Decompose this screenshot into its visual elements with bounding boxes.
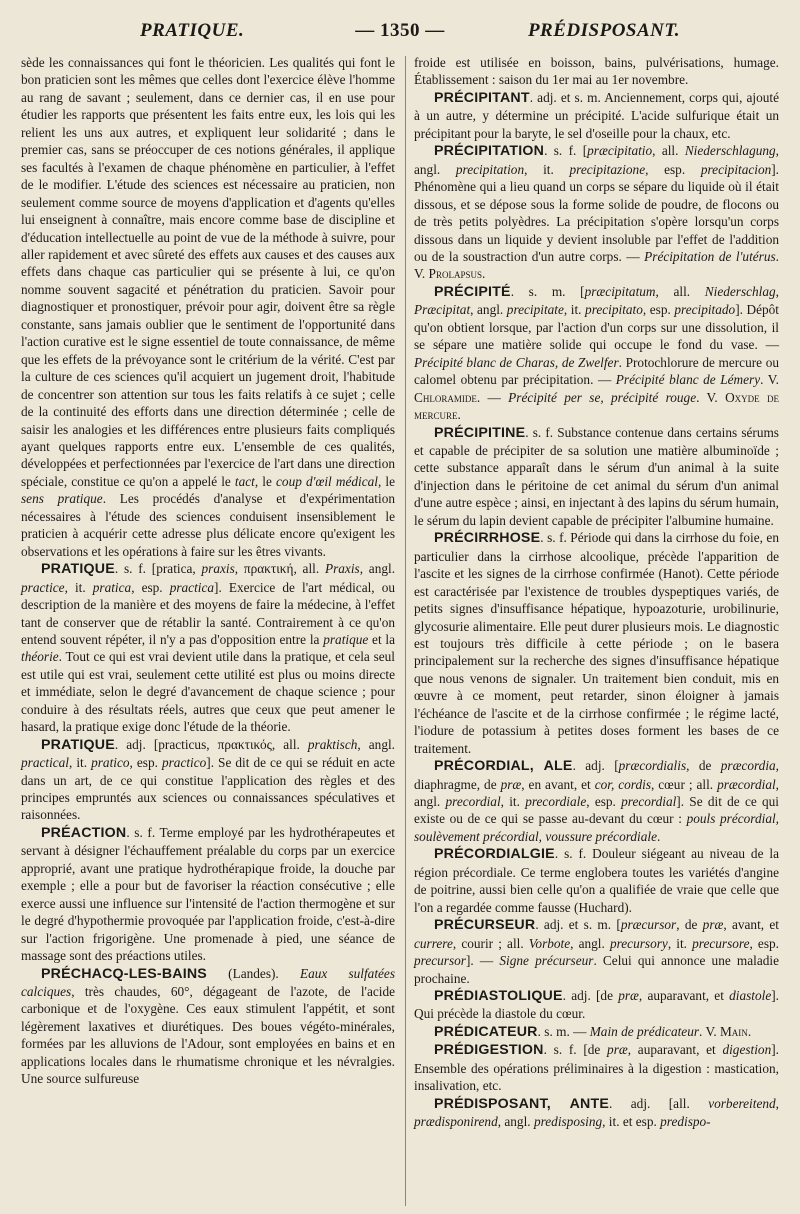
- entry-text: , angl.: [570, 935, 610, 951]
- italic-term: precursory: [609, 935, 668, 951]
- entry-text: , angl.: [470, 302, 507, 318]
- italic-term: precipitazione: [569, 161, 646, 177]
- entry-text: , all.: [652, 143, 685, 159]
- italic-term: currere: [414, 935, 453, 951]
- italic-term: practical: [21, 755, 70, 771]
- entry-text: . s. m. —: [537, 1023, 590, 1039]
- italic-term: practice: [21, 579, 65, 595]
- entry-text: .: [457, 407, 461, 423]
- entry-text: .: [656, 828, 661, 844]
- italic-term: pouls précordial, soulèvement précordial, voussure précordiale: [414, 811, 779, 844]
- italic-term: præcipitatio: [587, 143, 653, 159]
- entry-text: , esp.: [586, 794, 622, 810]
- entry-text: ]. Phénomène qui a lieu quand un corps se sépare du liquide où il était dissous, et se dépose sous la forme solide de poudre, de flocons ou de très petits polyèdres. La précipitation s'opère lorsqu'un corps dissous dans un liquide y devient insoluble par l'effet de l'addition ou de la soustraction d'un autre corps. —: [414, 161, 780, 264]
- italic-term: tact: [234, 473, 255, 489]
- entry-text: , diaphragme, de: [414, 758, 779, 792]
- entry-text: , πρακτική, all.: [234, 561, 325, 577]
- italic-term: practica: [169, 579, 215, 595]
- cross-reference: Prolapsus: [428, 266, 482, 282]
- italic-term: Niederschlagung: [684, 143, 776, 159]
- dictionary-entry: [414, 283, 779, 424]
- entry-text: , it. et esp.: [602, 1114, 661, 1130]
- entry-text: . adj. [all.: [609, 1095, 709, 1111]
- left-column: [21, 54, 395, 1088]
- italic-term: pratique: [323, 631, 369, 647]
- cross-reference: Chloramide: [414, 389, 477, 405]
- dictionary-entry: [414, 916, 779, 987]
- entry-text: (Landes).: [206, 965, 300, 981]
- italic-term: cor, cordis: [594, 776, 651, 792]
- entry-headword: PRÉDISPOSANT, ANTE: [434, 1095, 610, 1112]
- cross-reference: Oxyde de mercure: [414, 389, 779, 423]
- entry-text: . s. f. [pratica,: [114, 561, 202, 577]
- italic-term: Précipité blanc de Charas, de Zwelfer: [414, 354, 619, 370]
- italic-term: Præcipitat: [414, 302, 471, 318]
- entry-text: . Tout ce qui est vrai devient utile dans la pratique, et cela seul est utile qui est vrai, seulement cette utilité est plus ou moins directe et immédiate, selon le degré d'avancement de chaque science ; pour conduire à des résultats réels, autres que ceux que peut amener le hasard, la pratique exige donc l'étude de la théorie.: [21, 649, 395, 735]
- dictionary-entry: [21, 736, 395, 824]
- italic-term: prædisponirend: [414, 1114, 498, 1130]
- entry-headword: PRATIQUE: [41, 736, 115, 753]
- entry-headword: PRÉCORDIAL, ALE: [434, 758, 573, 775]
- dictionary-entry: [414, 1041, 779, 1094]
- dictionary-entry: [21, 54, 395, 560]
- italic-term: precordial: [621, 794, 677, 810]
- entry-text: . s. f. [: [544, 143, 588, 159]
- italic-term: precipitacion: [700, 161, 772, 177]
- dictionary-entry: [414, 54, 779, 89]
- dictionary-entry: [414, 142, 779, 283]
- header-right-word: PRÉDISPOSANT.: [527, 20, 680, 41]
- entry-text: , esp.: [749, 935, 779, 951]
- entry-text: . s. f. Substance contenue dans certains sérums et capable de précipiter de sa solution une matière albuminoïde ; cette substance apparaît dans le sérum d'un animal à la suite d'injection dans le péritoine de cet animal du sérum d'un animal d'une autre espèce ; ainsi, en injectant à des lapins du sérum humain, le sérum du lapin devient capable de précipiter l'albumine humaine.: [414, 424, 779, 528]
- cross-reference: Main: [719, 1023, 748, 1039]
- entry-headword: PRÉACTION: [41, 824, 127, 841]
- entry-text: , courir ; all.: [452, 935, 529, 951]
- entry-text: ]. Se dit de ce qui se réduit en acte dans un art, de ce qui constitue l'application des règles et des principes empruntés aux sciences ou connaissances spéculatives et raisonnées.: [21, 755, 395, 823]
- italic-term: praktisch: [307, 736, 358, 752]
- italic-term: Vorbote: [528, 935, 571, 951]
- entry-text: , angl.: [414, 143, 779, 177]
- entry-text: . s. m. [: [510, 283, 585, 299]
- entry-text: , all.: [655, 283, 705, 299]
- entry-text: . Celui qui annonce une maladie prochaine.: [414, 953, 780, 986]
- entry-text: , de: [686, 758, 721, 774]
- italic-term: pratica: [92, 579, 132, 595]
- entry-text: .: [747, 1023, 752, 1039]
- entry-headword: PRÉCIPITATION: [434, 143, 545, 160]
- entry-text: , esp.: [645, 161, 701, 177]
- entry-text: ,: [775, 283, 779, 299]
- dictionary-entry: [414, 1023, 779, 1041]
- entry-text: , esp.: [131, 579, 170, 595]
- dictionary-entry: [414, 987, 779, 1023]
- entry-text: sède les connaissances qui font le théoricien. Les qualités qui font le bon praticien sont les mêmes que celles dont l'exercice élève l'homme au rang de savant ; seulement, dans ce dernier cas, il en use pour étudier les rapports que présentent les faits entre eux, les lois qui les relient les uns aux autres, et expliquent leur solidarité ; dans le premier cas, sans se préoccuper de ces notions générales, il applique ses facultés à l'examen de chaque phénomène en particulier, à l'effet de le modifier. L'étude des sciences est nécessaire au praticien, non seulement comme source de moyens d'application et d'agents qu'elles lui enseignent à connaître, mais encore comme base de discipline et d'éducation intellectuelle au point de vue de la méthode à suivre, pour aller rapidement et avec sûreté des effets aux causes et des causes aux effets dans chaque cas particulier qui se présente à lui, ce qu'on nomme souvent sagacité et pénétration du praticien. Savoir pour diagnostiquer et pronostiquer, prévoir pour agir, doivent être sa règle constante, sans jamais oublier que le sentiment de l'opportunité dans l'action curative est le signe essentiel de toute connaissance, de même que les effets de la prévoyance sont le critérium de la vérité. C'est par la culture de ces sciences qu'il acquiert un jugement droit, l'habitude de concentrer son attention sur tous les faits relatifs à ce sujet ; celle de la continuité des efforts dans une direction déterminée ; celle de saisir les analogies et les différences entre plusieurs faits compliqués ayant quelques rapports entre eux. L'ensemble de ces qualités, développées et perfectionnées par l'exercice de l'art dans une direction spéciale, constitue ce qu'on a appelé le: [21, 55, 395, 489]
- italic-term: sens pratique: [21, 491, 103, 507]
- italic-term: præ: [702, 917, 724, 933]
- italic-term: Eaux sulfatées calciques: [21, 965, 395, 1000]
- dictionary-entry: [414, 1095, 779, 1131]
- italic-term: vorbereitend: [708, 1095, 776, 1111]
- italic-term: præ: [618, 988, 639, 1004]
- entry-text: . s. f. Douleur siégeant au niveau de la région précordiale. Ce terme englobera toutes les variétés d'angine de poitrine, aussi bien celle qu'on a qualifiée de vraie que celle que l'on a regardée comme fausse (Huchard).: [414, 846, 779, 915]
- italic-term: Signe précurseur: [499, 953, 594, 969]
- dictionary-entry: [414, 757, 779, 845]
- entry-text: . s. f. Période qui dans la cirrhose du foie, en particulier dans la cirrhose alcoolique, précède l'apparition de l'ascite et les signes de la cirrhose confirmée (Hanot). Cette période est caractérisée par l'existence de troubles dyspeptiques variés, de petits signes d'insuffisance hépatique, hypoazoturie, urobilinurie, glycosurie alimentaire. Elle peut durer plusieurs mois. Le diagnostic est toujours très difficile à cette période ; on le basera principalement sur la recherche des signes d'insuffisance hépatique que nous venons de signaler. Un traitement bien conduit, mis en œuvre à ce moment, peut retarder, sinon éloigner à jamais l'échéance de l'ascite et de la cirrhose confirmée ; le régime lacté, l'iodure de potassium à petites doses forment les bases de ce traitement.: [414, 530, 779, 756]
- entry-text: , angl.: [357, 736, 395, 752]
- entry-text: , esp.: [642, 302, 675, 318]
- entry-text: , it.: [500, 794, 526, 810]
- entry-text: . V.: [414, 248, 779, 282]
- entry-headword: PRÉCHACQ-LES-BAINS: [41, 965, 207, 982]
- italic-term: pratico: [91, 755, 130, 771]
- entry-text: , avant, et: [723, 917, 779, 933]
- italic-term: precordiale: [525, 794, 587, 810]
- entry-text: , auparavant, et: [627, 1042, 723, 1058]
- entry-text: . Protochlorure de mercure ou calomel obtenu par précipitation. —: [414, 354, 779, 388]
- entry-text: , it.: [667, 935, 693, 951]
- entry-text: . adj. et s. m. Anciennement, corps qui, ajouté à un autre, y détermine un précipité. L'acide sulfurique était un précipitant pour la baryte, le sel d'oseille pour la chaux, etc.: [414, 89, 779, 141]
- italic-term: precursor: [414, 953, 466, 969]
- italic-term: Main de prédicateur: [589, 1023, 700, 1039]
- italic-term: practico: [161, 755, 207, 771]
- italic-term: præcursor: [620, 917, 677, 933]
- entry-text: , it.: [64, 579, 93, 595]
- italic-term: Précipité per se, précipité rouge: [508, 389, 697, 405]
- italic-term: Précipitation de l'utérus: [644, 248, 776, 264]
- italic-term: Praxis: [324, 561, 360, 577]
- italic-term: precordial: [445, 794, 501, 810]
- italic-term: precipitate: [506, 302, 564, 318]
- entry-text: ]. Ensemble des opérations préliminaires à la digestion : mastication, insalivation, etc.: [414, 1042, 779, 1094]
- entry-text: , auparavant, et: [638, 988, 730, 1004]
- dictionary-entry: [21, 965, 395, 1088]
- entry-text: , it.: [563, 302, 586, 318]
- italic-term: precipitado: [674, 302, 736, 318]
- entry-text: ]. Se dit de ce qui existe ou de ce qui se passe au-devant du cœur :: [414, 794, 779, 827]
- italic-term: precipitation: [455, 161, 525, 177]
- entry-text: . s. f. [de: [543, 1042, 608, 1058]
- entry-text: . V.: [699, 1023, 720, 1039]
- entry-text: , en avant, et: [521, 776, 595, 792]
- entry-text: et la: [368, 631, 395, 647]
- entry-text: , cœur ; all.: [651, 776, 718, 792]
- italic-term: predisposing: [533, 1114, 603, 1130]
- italic-term: praxis: [201, 561, 235, 577]
- entry-text: froide est utilisée en boisson, bains, pulvérisations, humage. Établissement : saison du 1er mai au 1er novembre.: [414, 55, 779, 88]
- dictionary-entry: [414, 845, 779, 916]
- entry-text: , it.: [69, 755, 92, 771]
- right-column: [414, 54, 779, 1131]
- italic-term: precursore: [692, 935, 750, 951]
- entry-headword: PRÉDIASTOLIQUE: [434, 988, 563, 1005]
- italic-term: digestion: [722, 1042, 772, 1058]
- italic-term: præcordial: [717, 776, 776, 792]
- italic-term: théorie: [21, 649, 59, 665]
- italic-term: præ: [500, 776, 522, 792]
- entry-text: , de: [676, 917, 703, 933]
- entry-headword: PRÉDIGESTION: [434, 1042, 544, 1059]
- entry-text: , esp.: [129, 755, 162, 771]
- page-number: — 1350 —: [355, 20, 445, 41]
- dictionary-entry: [414, 424, 779, 530]
- entry-text: ]. Exercice de l'art médical, ou description de la manière et des moyens de faire la médecine, à l'effet tant de conserver que de rétablir la santé. Contrairement à ce qu'on entend souvent répéter, il n'y a pas d'opposition entre la: [21, 579, 395, 647]
- header-left-word: PRATIQUE.: [140, 20, 245, 41]
- entry-headword: PRÉCORDIALGIE: [434, 846, 555, 863]
- entry-text: ]. —: [465, 953, 500, 969]
- entry-text: . adj. [de: [562, 988, 619, 1004]
- entry-text: , le: [377, 473, 395, 489]
- entry-text: . s. f. Terme employé par les hydrothérapeutes et servant à désigner l'échauffement préalable du corps par un exercice approprié, avant une pratique hydrothérapique froide, la douche par exemple ; elle a pour but de favoriser la réaction consécutive ; elle exerce aussi une influence sur l'intensité de l'action thermogène et sur le degré d'hypothermie provoquée par l'application froide, c'est-à-dire sur l'action frigorigène. Une promenade à pied, une séance de massage sont des préactions utiles.: [21, 824, 395, 964]
- italic-term: præcipitatum: [584, 283, 656, 299]
- entry-headword: PRÉCIPITANT: [434, 89, 530, 106]
- dictionary-entry: [21, 824, 395, 965]
- entry-headword: PRÉCIRRHOSE: [434, 530, 541, 547]
- entry-text: , angl.: [414, 776, 779, 810]
- entry-text: , angl.: [359, 561, 396, 577]
- italic-term: precipitato: [585, 302, 643, 318]
- entry-text: ]. Qui précède la diastole du cœur.: [414, 988, 779, 1022]
- entry-headword: PRÉCIPITÉ: [434, 283, 511, 300]
- italic-term: predispo-: [660, 1114, 711, 1130]
- entry-text: , très chaudes, 60°, dégageant de l'azote, de l'acide carbonique et de l'oxygène. Ces eaux stimulent l'appétit, et sont légèrement laxatives et diurétiques. Des boues végéto-minérales, formées par les alluvions de l'Adour, sont employées en bains et en applications locales dans le rhumatisme chronique et les névralgies. Une source sulfureuse: [21, 984, 395, 1087]
- entry-text: . V.: [696, 389, 726, 405]
- dictionary-entry: [21, 560, 395, 736]
- italic-term: præ: [607, 1042, 628, 1058]
- entry-text: , le: [254, 473, 277, 489]
- entry-text: . —: [476, 389, 509, 405]
- entry-text: . adj. [: [572, 758, 619, 774]
- entry-text: . adj. [practicus, πρακτικός, all.: [114, 736, 308, 752]
- dictionary-entry: [414, 89, 779, 142]
- entry-headword: PRÉCIPITINE: [434, 424, 526, 441]
- entry-text: ,: [775, 1095, 779, 1111]
- entry-text: . V.: [760, 372, 779, 388]
- entry-headword: PRÉDICATEUR: [434, 1023, 538, 1040]
- italic-term: præcordialis: [618, 758, 687, 774]
- dictionary-entry: [414, 529, 779, 757]
- entry-text: . Les procédés d'analyse et d'expérimentation nécessaires à l'étude des sciences conduisent insensiblement le praticien à acquérir cette adresse plus délicate encore qu'exigent les observations et les opérations à faire sur les êtres vivants.: [21, 491, 395, 559]
- italic-term: Précipité blanc de Lémery: [615, 372, 761, 388]
- entry-text: , it.: [524, 161, 570, 177]
- entry-headword: PRÉCURSEUR: [434, 917, 536, 934]
- entry-text: .: [481, 266, 486, 282]
- italic-term: Niederschlag: [704, 283, 776, 299]
- italic-term: coup d'œil médical: [276, 473, 378, 489]
- italic-term: præcordia: [720, 758, 776, 774]
- entry-headword: PRATIQUE: [41, 561, 115, 578]
- italic-term: diastole: [729, 988, 772, 1004]
- column-divider: [405, 56, 406, 1206]
- entry-text: , angl.: [497, 1114, 534, 1130]
- running-header: [22, 20, 778, 46]
- entry-text: ]. Dépôt qu'on obtient lorsque, par l'action d'un corps sur une dissolution, il se sépare une matière solide qui occupe le fond du vase. —: [414, 302, 779, 353]
- entry-text: . adj. et s. m. [: [535, 917, 621, 933]
